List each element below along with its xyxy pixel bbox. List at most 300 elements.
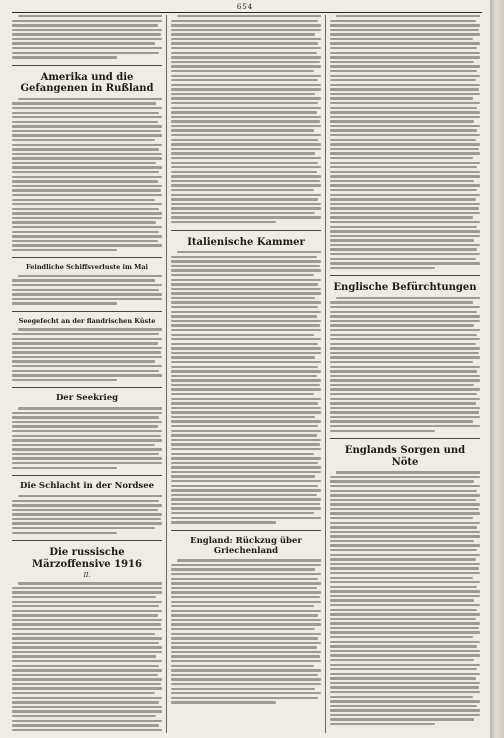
text-line [12, 289, 159, 291]
text-line [330, 134, 480, 136]
text-line [12, 687, 162, 689]
text-line [171, 116, 321, 118]
text-line [171, 260, 321, 262]
text-line [171, 265, 320, 267]
text-line [171, 338, 321, 340]
text-line [330, 111, 480, 113]
text-line [171, 402, 318, 404]
text-line [330, 361, 473, 363]
text-block [171, 559, 321, 706]
text-line [330, 668, 477, 670]
text-line [12, 130, 161, 132]
text-line [12, 199, 155, 201]
article-headline: Seegefecht an der flandrischen Küste [18, 316, 156, 325]
text-line [12, 33, 161, 35]
text-line [330, 577, 473, 579]
article-headline: Die Schlacht in der Nordsee [19, 481, 155, 492]
text-line [171, 269, 321, 271]
text-line [12, 139, 155, 141]
text-line [171, 198, 318, 200]
text-line [171, 203, 321, 205]
text-line [12, 379, 117, 381]
text-line [330, 33, 480, 35]
text-line [12, 692, 155, 694]
text-line [12, 42, 155, 44]
text-line [12, 522, 162, 524]
text-line [12, 185, 162, 187]
text-line [330, 93, 480, 95]
text-line [12, 453, 159, 455]
text-line [330, 29, 479, 31]
text-line [171, 29, 321, 31]
text-line [171, 692, 321, 694]
text-line [171, 697, 318, 699]
text-block [330, 297, 480, 434]
text-line [330, 705, 477, 707]
text-block [171, 251, 321, 526]
text-line [336, 297, 480, 299]
text-line [336, 471, 480, 473]
text-line [330, 139, 476, 141]
text-line [171, 498, 321, 500]
text-line [12, 435, 161, 437]
article-headline: Italienische Kammer [187, 236, 305, 248]
text-line [171, 655, 320, 657]
text-line [12, 532, 117, 534]
text-line [12, 467, 117, 469]
text-line [330, 253, 480, 255]
text-line [330, 20, 476, 22]
text-line [171, 288, 321, 290]
text-line [12, 240, 158, 242]
text-line [171, 646, 317, 648]
text-line [171, 292, 321, 294]
text-block [330, 471, 480, 727]
text-line [330, 535, 480, 537]
text-line [171, 111, 317, 113]
text-line [330, 125, 480, 127]
text-line [12, 112, 159, 114]
text-line [12, 189, 161, 191]
text-line [171, 453, 314, 455]
text-line [12, 601, 162, 603]
text-line [171, 93, 315, 95]
text-line [330, 586, 477, 588]
text-line [171, 274, 314, 276]
text-line [171, 462, 318, 464]
text-line [330, 56, 480, 58]
text-line [330, 531, 480, 533]
text-line [330, 696, 473, 698]
text-line [12, 162, 156, 164]
text-line [330, 366, 480, 368]
text-line [171, 134, 321, 136]
text-line [171, 56, 321, 58]
text-line [12, 633, 155, 635]
text-line [12, 249, 117, 251]
text-line [330, 494, 480, 496]
text-line [330, 723, 435, 725]
text-line [18, 582, 162, 584]
text-line [330, 499, 476, 501]
text-line [171, 329, 321, 331]
text-line [330, 618, 476, 620]
text-line [330, 38, 473, 40]
text-line [330, 157, 473, 159]
text-line [330, 420, 473, 422]
text-block [12, 275, 162, 307]
text-line [330, 664, 480, 666]
text-line [171, 384, 320, 386]
text-line [330, 258, 476, 260]
text-line [12, 121, 158, 123]
article-headline: England: Rückzug über Griechenland [190, 535, 302, 556]
section-rule [171, 530, 321, 531]
text-line [171, 79, 318, 81]
text-line [12, 623, 161, 625]
text-line [12, 56, 117, 58]
text-line [12, 425, 158, 427]
text-line [171, 352, 321, 354]
text-line [12, 166, 162, 168]
text-line [12, 416, 159, 418]
text-block [12, 495, 162, 536]
text-line [330, 613, 480, 615]
text-line [330, 682, 480, 684]
text-line [171, 194, 321, 196]
text-line [171, 637, 318, 639]
text-block [171, 15, 321, 226]
text-line [171, 47, 321, 49]
text-line [330, 267, 435, 269]
column-divider [166, 15, 167, 733]
text-line [330, 175, 480, 177]
text-line [171, 370, 321, 372]
text-line [12, 47, 162, 49]
text-line [12, 20, 162, 22]
text-line [330, 347, 480, 349]
text-line [12, 665, 159, 667]
text-line [171, 701, 276, 703]
text-line [171, 84, 321, 86]
text-line [12, 29, 162, 31]
text-line [171, 582, 321, 584]
text-line [330, 490, 477, 492]
text-line [330, 631, 480, 633]
text-line [330, 152, 480, 154]
text-line [12, 527, 155, 529]
text-line [330, 42, 480, 44]
text-line [171, 356, 315, 358]
text-line [330, 356, 480, 358]
text-line [171, 578, 318, 580]
text-line [171, 171, 317, 173]
text-line [171, 297, 315, 299]
text-line [330, 235, 480, 237]
text-line [330, 97, 473, 99]
text-line [330, 627, 479, 629]
text-line [171, 480, 321, 482]
text-line [171, 601, 321, 603]
text-line [12, 176, 162, 178]
text-line [330, 148, 479, 150]
text-line [12, 370, 159, 372]
text-line [12, 38, 162, 40]
text-line [330, 517, 473, 519]
text-line [171, 660, 321, 662]
text-line [171, 97, 321, 99]
text-line [171, 596, 320, 598]
text-line [12, 651, 162, 653]
text-line [12, 628, 162, 630]
text-line [12, 457, 162, 459]
text-line [18, 407, 162, 409]
text-line [330, 650, 480, 652]
text-line [171, 24, 321, 26]
text-line [330, 654, 480, 656]
text-line [177, 251, 321, 253]
text-line [330, 709, 480, 711]
text-line [12, 302, 117, 304]
text-line [171, 489, 321, 491]
text-line [171, 619, 321, 621]
text-line [12, 591, 162, 593]
text-line [330, 120, 474, 122]
text-line [171, 320, 321, 322]
text-line [12, 351, 161, 353]
text-line [12, 614, 158, 616]
text-line [171, 125, 321, 127]
text-line [171, 517, 321, 519]
page-number: 654 [236, 3, 254, 11]
text-line [330, 673, 480, 675]
text-line [12, 430, 162, 432]
text-block [12, 328, 162, 383]
text-line [330, 659, 474, 661]
text-line [171, 457, 321, 459]
text-line [171, 398, 321, 400]
text-line [330, 102, 480, 104]
text-line [12, 180, 158, 182]
text-line [12, 356, 162, 358]
column-divider [325, 15, 326, 733]
text-line [330, 609, 477, 611]
text-line [330, 425, 480, 427]
text-line [330, 84, 480, 86]
text-line [330, 329, 480, 331]
text-line [18, 495, 162, 497]
text-line [171, 129, 314, 131]
text-line [330, 370, 477, 372]
text-line [330, 645, 477, 647]
text-line [12, 697, 162, 699]
text-line [171, 605, 314, 607]
text-line [330, 171, 480, 173]
text-line [12, 231, 159, 233]
text-line [12, 171, 159, 173]
text-line [171, 61, 320, 63]
text-line [171, 148, 321, 150]
text-line [330, 476, 480, 478]
section-rule [12, 311, 162, 312]
text-line [12, 710, 162, 712]
text-line [12, 244, 162, 246]
text-line [171, 88, 321, 90]
text-line [330, 65, 480, 67]
text-line [330, 388, 480, 390]
text-line [171, 628, 315, 630]
text-line [12, 235, 162, 237]
text-line [330, 61, 474, 63]
text-line [330, 686, 479, 688]
article-headline: Englands Sorgen und Nöte [344, 445, 466, 468]
text-line [330, 375, 480, 377]
text-line [330, 198, 476, 200]
text-line [330, 544, 480, 546]
text-line [18, 275, 162, 277]
text-block [330, 15, 480, 271]
text-line [330, 248, 477, 250]
text-line [171, 407, 321, 409]
text-line [12, 720, 162, 722]
text-line [171, 623, 321, 625]
text-line [171, 139, 318, 141]
text-line [330, 604, 480, 606]
text-line [330, 508, 479, 510]
text-line [330, 352, 479, 354]
text-line [171, 162, 318, 164]
text-line [171, 70, 314, 72]
text-line [330, 162, 480, 164]
text-line [12, 107, 162, 109]
text-line [330, 239, 474, 241]
text-line [12, 194, 162, 196]
text-line [171, 366, 318, 368]
text-line [171, 184, 321, 186]
section-rule [12, 257, 162, 258]
text-line [330, 590, 480, 592]
text-line [171, 42, 318, 44]
text-line [12, 226, 162, 228]
text-line [330, 311, 477, 313]
section-rule [330, 438, 480, 439]
column-2 [171, 15, 321, 733]
text-line [330, 480, 474, 482]
text-line [171, 20, 318, 22]
text-line [12, 646, 162, 648]
text-line [171, 52, 317, 54]
text-line [12, 729, 162, 731]
text-line [171, 216, 321, 218]
text-line [330, 567, 479, 569]
text-line [12, 116, 162, 118]
text-line [330, 503, 480, 505]
text-line [330, 641, 480, 643]
text-line [330, 301, 473, 303]
text-line [171, 678, 321, 680]
text-line [12, 660, 162, 662]
text-line [330, 718, 474, 720]
text-line [12, 669, 162, 671]
text-line [171, 324, 320, 326]
text-line [330, 384, 474, 386]
text-line [330, 334, 477, 336]
text-line [171, 152, 315, 154]
text-line [330, 379, 480, 381]
text-line [12, 279, 155, 281]
text-line [171, 75, 321, 77]
text-line [171, 443, 320, 445]
text-line [12, 701, 159, 703]
text-line [330, 75, 480, 77]
text-line [171, 503, 320, 505]
text-line [12, 513, 162, 515]
text-line [330, 194, 480, 196]
text-line [171, 65, 321, 67]
text-line [171, 143, 321, 145]
text-line [330, 398, 480, 400]
text-line [330, 203, 480, 205]
text-line [330, 622, 480, 624]
text-line [171, 175, 321, 177]
text-line [12, 518, 161, 520]
text-line [12, 674, 158, 676]
text-line [330, 677, 476, 679]
text-line [18, 15, 162, 17]
text-line [330, 402, 476, 404]
text-line [330, 324, 474, 326]
text-line [12, 504, 162, 506]
text-line [330, 52, 480, 54]
text-line [12, 439, 162, 441]
text-line [171, 420, 321, 422]
text-line [171, 157, 321, 159]
text-line [171, 448, 321, 450]
text-line [171, 512, 314, 514]
text-line [171, 434, 317, 436]
section-rule [12, 475, 162, 476]
text-line [171, 306, 318, 308]
text-line [171, 283, 318, 285]
text-line [330, 315, 480, 317]
text-line [171, 564, 321, 566]
text-line [12, 500, 159, 502]
text-line [12, 342, 158, 344]
text-line [12, 678, 162, 680]
text-line [171, 642, 321, 644]
text-line [171, 587, 317, 589]
text-line [171, 315, 317, 317]
text-line [12, 655, 156, 657]
text-line [336, 15, 480, 17]
text-line [330, 207, 479, 209]
text-line [330, 549, 477, 551]
text-line [12, 448, 162, 450]
article-headline: Englische Befürchtungen [333, 282, 477, 294]
text-line [330, 411, 479, 413]
text-line [171, 521, 276, 523]
text-line [330, 244, 480, 246]
text-line [12, 365, 162, 367]
text-line [171, 334, 314, 336]
text-line [171, 393, 314, 395]
text-line [330, 180, 474, 182]
article-subheading: II. [83, 572, 91, 580]
text-line [330, 338, 480, 340]
text-line [330, 212, 480, 214]
text-line [171, 411, 321, 413]
text-line [330, 691, 480, 693]
